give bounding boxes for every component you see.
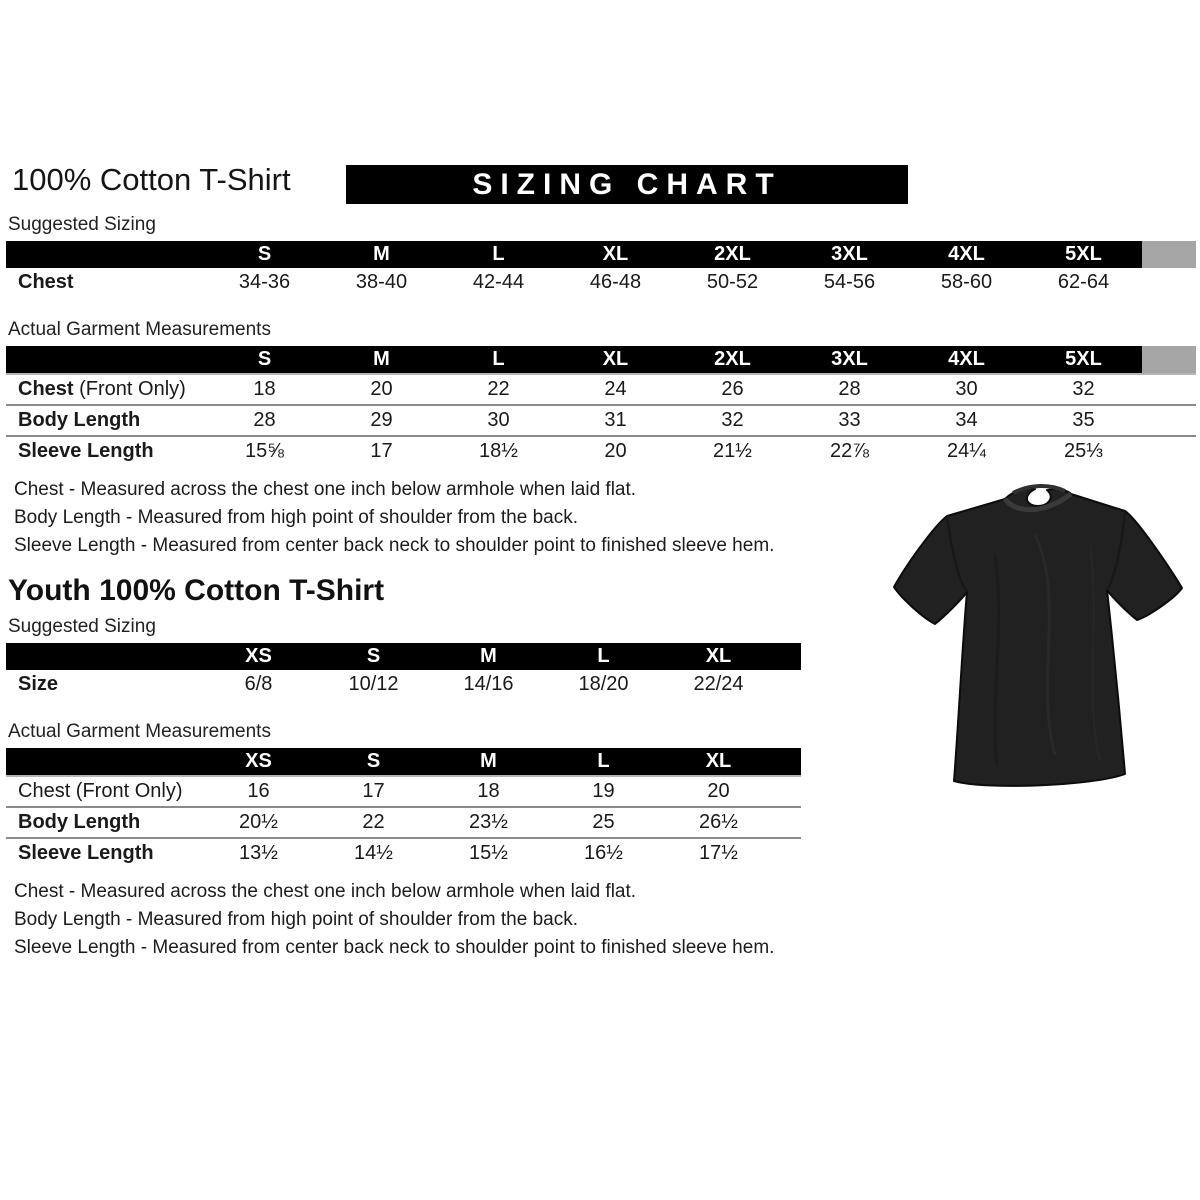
column-header: XL [705,750,732,772]
table-cell: 28 [838,378,861,400]
row-label [6,409,206,432]
row-label [6,378,206,401]
row-label-text: Chest [18,378,74,400]
table-cell: 15⅝ [245,440,284,462]
header-bar-tail [776,748,801,775]
adult-actual-header-row [6,346,1196,375]
table-cell: 29 [370,409,393,431]
table-cell: 38-40 [355,271,408,293]
table-cell: 20½ [239,811,278,833]
note-sleeve-length: Sleeve Length - Measured from center back neck to shoulder point to finished sleeve hem. [14,937,775,958]
row-label [6,842,201,865]
adult-actual-measurements-table [6,346,1196,466]
table-cell: 30 [487,409,510,431]
table-cell: 34 [955,409,978,431]
sizing-chart-banner [346,165,908,204]
table-cell: 28 [253,409,276,431]
youth-suggested-header-row [6,643,801,670]
page-title: 100% Cotton T-Shirt [12,162,291,197]
note-chest: Chest - Measured across the chest one inch below armhole when laid flat. [14,479,637,500]
adult-suggested-sizing-label: Suggested Sizing [8,214,156,235]
table-cell: 42-44 [472,271,525,293]
column-header: 2XL [714,348,751,370]
adult-actual-measurements-label: Actual Garment Measurements [8,319,271,340]
table-cell: 50-52 [706,271,759,293]
table-cell: 32 [721,409,744,431]
column-header: XL [602,348,629,370]
table-cell: 6/8 [244,673,273,695]
note-body-length: Body Length - Measured from high point of shoulder from the back. [14,909,578,930]
table-cell: 18/20 [578,673,629,695]
column-header: S [257,243,272,265]
table-cell: 26 [721,378,744,400]
table-cell: 18 [477,780,500,802]
table-cell: 22⅞ [830,440,869,462]
table-cell: 24 [604,378,627,400]
table-cell: 19 [592,780,615,802]
tshirt-photo [885,475,1195,820]
column-header: M [480,750,497,772]
row-label-suffix: Chest (Front Only) [18,780,183,802]
header-row [6,160,1196,210]
row-label [6,673,201,696]
note-chest: Chest - Measured across the chest one inch below armhole when laid flat. [14,881,637,902]
youth-measurement-notes [14,878,1196,962]
row-label [6,811,201,834]
column-header: 5XL [1065,348,1102,370]
table-cell: 31 [604,409,627,431]
column-header: XS [245,750,272,772]
row-label-text: Sleeve Length [18,440,154,462]
table-cell: 21½ [713,440,752,462]
column-header: XL [705,645,732,667]
table-cell: 17½ [699,842,738,864]
column-header: M [373,348,390,370]
row-label-text: Chest [18,271,74,293]
column-header: 4XL [948,243,985,265]
note-sleeve-length: Sleeve Length - Measured from center back neck to shoulder point to finished sleeve hem. [14,535,775,556]
column-header: L [492,348,505,370]
column-header: S [257,348,272,370]
table-cell: 25⅓ [1064,440,1103,462]
header-bar-tail [1142,346,1196,373]
table-cell: 35 [1072,409,1095,431]
table-cell: 15½ [469,842,508,864]
table-row-size [6,670,801,699]
row-label-text: Sleeve Length [18,842,154,864]
table-cell: 18 [253,378,276,400]
table-cell: 32 [1072,378,1095,400]
table-cell: 18½ [479,440,518,462]
column-header: 2XL [714,243,751,265]
table-row-sleeve-length [6,837,801,868]
column-header: S [366,645,381,667]
youth-actual-measurements-label: Actual Garment Measurements [8,721,271,742]
table-cell: 24¼ [947,440,986,462]
table-cell: 26½ [699,811,738,833]
sizing-chart-banner-label: SIZING CHART [472,167,782,201]
table-cell: 46-48 [589,271,642,293]
adult-suggested-sizing-table [6,241,1196,297]
table-cell: 10/12 [348,673,399,695]
column-header: 3XL [831,243,868,265]
table-cell: 20 [604,440,627,462]
table-cell: 16 [247,780,270,802]
column-header: 3XL [831,348,868,370]
table-cell: 34-36 [238,271,291,293]
table-cell: 23½ [469,811,508,833]
header-bar-tail [776,643,801,670]
table-cell: 25 [592,811,615,833]
table-cell: 30 [955,378,978,400]
column-header: 5XL [1065,243,1102,265]
header-bar-tail [1142,241,1196,268]
row-label-text: Body Length [18,811,141,833]
table-cell: 20 [370,378,393,400]
table-row-sleeve-length [6,435,1196,466]
column-header: L [492,243,505,265]
youth-actual-header-row [6,748,801,777]
table-row-body-length [6,806,801,837]
table-cell: 14/16 [463,673,514,695]
table-cell: 22/24 [693,673,744,695]
row-label [6,271,206,294]
table-row-body-length [6,404,1196,435]
column-header: L [597,750,610,772]
column-header: 4XL [948,348,985,370]
row-label [6,440,206,463]
table-cell: 14½ [354,842,393,864]
table-cell: 17 [370,440,393,462]
table-row-chest [6,375,1196,404]
row-label [6,780,201,803]
youth-suggested-sizing-table [6,643,801,699]
table-cell: 17 [362,780,385,802]
column-header: XS [245,645,272,667]
column-header: M [373,243,390,265]
table-cell: 22 [487,378,510,400]
youth-section-title: Youth 100% Cotton T-Shirt [8,574,385,607]
youth-suggested-sizing-label: Suggested Sizing [8,616,156,637]
table-cell: 33 [838,409,861,431]
row-label-text: Body Length [18,409,141,431]
table-cell: 62-64 [1057,271,1110,293]
table-cell: 16½ [584,842,623,864]
note-body-length: Body Length - Measured from high point of shoulder from the back. [14,507,578,528]
table-cell: 22 [362,811,385,833]
table-row-chest [6,777,801,806]
table-cell: 54-56 [823,271,876,293]
column-header: S [366,750,381,772]
table-cell: 58-60 [940,271,993,293]
column-header: XL [602,243,629,265]
table-cell: 13½ [239,842,278,864]
column-header: L [597,645,610,667]
table-cell: 20 [707,780,730,802]
row-label-suffix: (Front Only) [73,378,186,400]
youth-actual-measurements-table [6,748,801,868]
tshirt-illustration [885,475,1195,820]
table-row [6,268,1196,297]
row-label-text: Size [18,673,59,695]
column-header: M [480,645,497,667]
adult-suggested-header-row [6,241,1196,268]
